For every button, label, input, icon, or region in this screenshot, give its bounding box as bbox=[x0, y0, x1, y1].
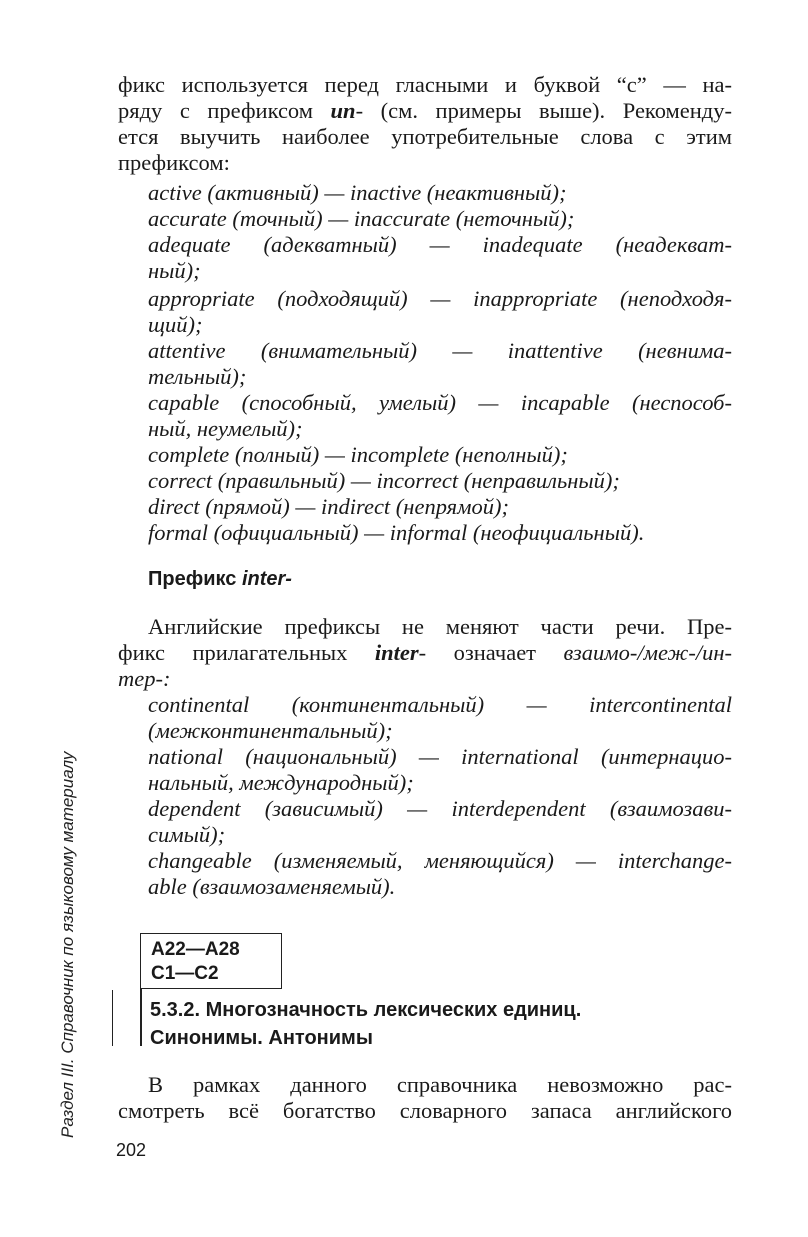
example-line: нальный, международный); bbox=[148, 770, 414, 795]
example-line: formal (официальный) — informal (неофициальный). bbox=[148, 520, 645, 545]
example-line: changeable (изменяемый, меняющийся) — interchange- bbox=[148, 848, 732, 873]
example-line: тельный); bbox=[148, 364, 247, 389]
example-line: adequate (адекватный) — inadequate (неадекват- bbox=[148, 232, 732, 257]
text-line: фикс прилагательных inter- означает взаимо-/меж-/ин- bbox=[118, 640, 732, 665]
example-line: national (национальный) — international (интернацио- bbox=[148, 744, 732, 769]
example-line: ный, неумелый); bbox=[148, 416, 303, 441]
example-line: appropriate (подходящий) — inappropriate (неподходя- bbox=[148, 286, 732, 311]
example-line: симый); bbox=[148, 822, 226, 847]
example-line: able (взаимозаменяемый). bbox=[148, 874, 396, 899]
example-line: active (активный) — inactive (неактивный); bbox=[148, 180, 567, 205]
example-line: щий); bbox=[148, 312, 203, 337]
text-line: ется выучить наиболее употребительные слова с этим bbox=[118, 124, 732, 149]
example-line: complete (полный) — incomplete (неполный); bbox=[148, 442, 568, 467]
page-number: 202 bbox=[116, 1140, 147, 1160]
text-line: В рамках данного справочника невозможно рас- bbox=[148, 1072, 732, 1097]
example-line: accurate (точный) — inaccurate (неточный); bbox=[148, 206, 575, 231]
section-subheading: Префикс inter- bbox=[148, 568, 292, 590]
exam-code-box bbox=[140, 933, 282, 989]
section-title-line2: Синонимы. Антонимы bbox=[150, 1027, 373, 1049]
prefix-term: un bbox=[330, 98, 356, 123]
text-line: тер-: bbox=[118, 666, 171, 691]
sidebar-section-label: Раздел III. Справочник по языковому материалу bbox=[58, 751, 77, 1138]
text-line: ряду с префиксом un- (см. примеры выше). Рекоменду- bbox=[118, 98, 733, 123]
example-line: ный); bbox=[148, 258, 201, 283]
section-title-line1: 5.3.2. Многозначность лексических единиц. bbox=[150, 999, 582, 1021]
example-line: direct (прямой) — indirect (непрямой); bbox=[148, 494, 509, 519]
example-line: (межконтинентальный); bbox=[148, 718, 393, 743]
example-line: correct (правильный) — incorrect (неправильный); bbox=[148, 468, 620, 493]
exam-code-a: A22—A28 bbox=[151, 939, 240, 960]
exam-code-c: C1—C2 bbox=[151, 963, 219, 984]
text-line: префиксом: bbox=[118, 150, 230, 175]
section-title bbox=[150, 996, 710, 1052]
text-line: фикс используется перед гласными и буквой “с” — на- bbox=[118, 72, 732, 97]
text-line: смотреть всё богатство словарного запаса английского bbox=[118, 1098, 732, 1123]
example-line: continental (континентальный) — intercontinental bbox=[148, 692, 732, 717]
section-rule-outer bbox=[112, 990, 113, 1046]
text-line: Английские префиксы не меняют части речи. Пре- bbox=[148, 614, 732, 639]
example-line: attentive (внимательный) — inattentive (невнима- bbox=[148, 338, 732, 363]
section-rule-left bbox=[140, 988, 142, 1046]
example-line: capable (способный, умелый) — incapable (неспособ- bbox=[148, 390, 732, 415]
example-line: dependent (зависимый) — interdependent (взаимозави- bbox=[148, 796, 732, 821]
